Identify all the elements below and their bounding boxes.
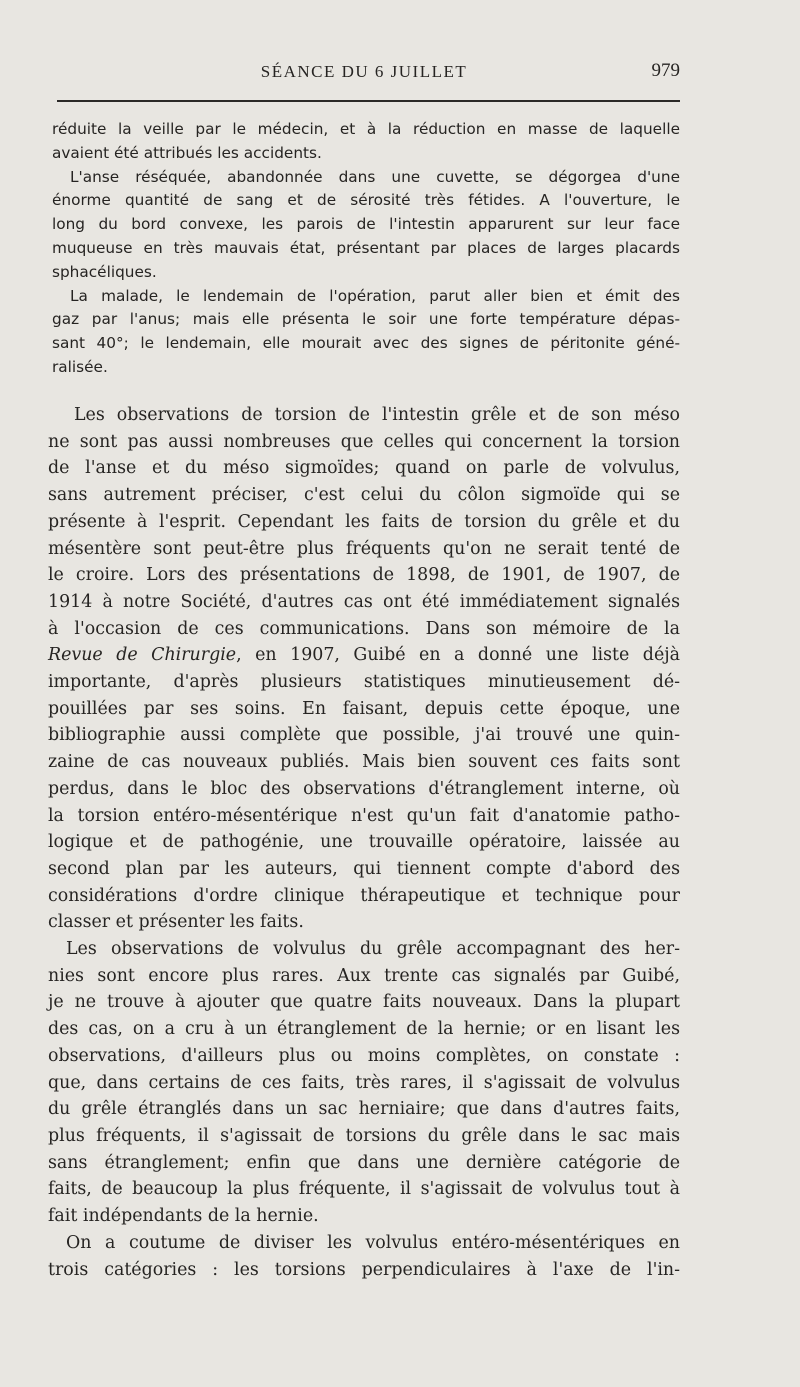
text-line: que, dans certains de ces faits, très rares, il s'agissait de volvulus <box>48 1072 680 1093</box>
text-line: Les observations de torsion de l'intestin grêle et de son méso <box>74 405 680 425</box>
text-line: sans étranglement; enfin que dans une dernière catégorie de <box>48 1152 680 1173</box>
text-line: On a coutume de diviser les volvulus entéro-mésentériques en <box>66 1232 680 1253</box>
text-line: des cas, on a cru à un étranglement de la hernie; or en lisant les <box>48 1019 680 1040</box>
text-line: le croire. Lors des présentations de 1898, de 1901, de 1907, de <box>48 565 680 586</box>
text-line: du grêle étranglés dans un sac herniaire; que dans d'autres faits, <box>48 1099 680 1120</box>
text-line: sphacéliques. <box>52 262 157 281</box>
text-line: pouillées par ses soins. En faisant, depuis cette époque, une <box>48 698 680 719</box>
text-line: importante, d'après plusieurs statistiques minutieusement dé- <box>48 672 680 693</box>
text-line: muqueuse en très mauvais état, présentant par places de larges placards <box>52 238 680 257</box>
text-line: 1914 à notre Société, d'autres cas ont été immédiatement signalés <box>48 591 680 612</box>
text-line: nies sont encore plus rares. Aux trente cas signalés par Guibé, <box>48 965 680 986</box>
text-line: classer et présenter les faits. <box>48 912 304 933</box>
page-header <box>48 58 680 88</box>
text-line: bibliographie aussi complète que possible, j'ai trouvé une quin- <box>48 725 680 746</box>
text-line: sans autrement préciser, c'est celui du côlon sigmoïde qui se <box>48 485 680 506</box>
text-line: sant 40°; le lendemain, elle mourait avec des signes de péritonite géné- <box>52 334 680 353</box>
text-line: logique et de pathogénie, une trouvaille opératoire, laissée au <box>48 832 680 853</box>
text-line: de l'anse et du méso sigmoïdes; quand on parle de volvulus, <box>48 458 680 479</box>
text-line: faits, de beaucoup la plus fréquente, il s'agissait de volvulus tout à <box>48 1179 680 1200</box>
text-line: à l'occasion de ces communications. Dans son mémoire de la <box>48 618 680 639</box>
text-line: gaz par l'anus; mais elle présenta le soir une forte température dépas- <box>52 310 680 329</box>
text-line: La malade, le lendemain de l'opération, parut aller bien et émit des <box>70 286 680 305</box>
text-line: réduite la veille par le médecin, et à la réduction en masse de laquelle <box>52 120 680 138</box>
text-line: Revue de Chirurgie, en 1907, Guibé en a donné une liste déjà <box>48 645 680 666</box>
text-line: L'anse réséquée, abandonnée dans une cuvette, se dégorgea d'une <box>70 167 680 186</box>
text-line: fait indépendants de la hernie. <box>48 1206 319 1227</box>
text-line: observations, d'ailleurs plus ou moins complètes, on constate : <box>48 1045 680 1066</box>
text-line: trois catégories : les torsions perpendiculaires à l'axe de l'in- <box>48 1259 680 1280</box>
text-line: Les observations de volvulus du grêle accompagnant des her- <box>66 939 680 960</box>
text-line: long du bord convexe, les parois de l'intestin apparurent sur leur face <box>52 215 680 234</box>
text-line: considérations d'ordre clinique thérapeutique et technique pour <box>48 885 680 906</box>
text-line: plus fréquents, il s'agissait de torsions du grêle dans le sac mais <box>48 1125 680 1146</box>
text-line: ne sont pas aussi nombreuses que celles qui concernent la torsion <box>48 431 680 452</box>
text-line: perdus, dans le bloc des observations d'étranglement interne, où <box>48 778 680 799</box>
page-number: 979 <box>651 60 680 81</box>
text-line: zaine de cas nouveaux publiés. Mais bien souvent ces faits sont <box>48 752 680 773</box>
text-line: ralisée. <box>52 357 108 376</box>
journal-title: Revue de Chirurgie <box>48 645 237 666</box>
text-line: présente à l'esprit. Cependant les faits de torsion du grêle et du <box>48 511 680 532</box>
text-line: la torsion entéro-mésentérique n'est qu'un fait d'anatomie patho- <box>48 805 680 826</box>
text-line: énorme quantité de sang et de sérosité très fétides. A l'ouverture, le <box>52 191 680 210</box>
running-head: SÉANCE DU 6 JUILLET <box>260 62 468 81</box>
text-line: avaient été attribués les accidents. <box>52 143 322 162</box>
header-rule <box>57 100 680 102</box>
case-report-text <box>52 118 680 380</box>
text-line: second plan par les auteurs, qui tiennent compte d'abord des <box>48 858 680 879</box>
text-line: je ne trouve à ajouter que quatre faits nouveaux. Dans la plupart <box>48 992 680 1013</box>
text-line: mésentère sont peut-être plus fréquents qu'on ne serait tenté de <box>48 538 680 559</box>
body-text <box>48 402 680 1283</box>
